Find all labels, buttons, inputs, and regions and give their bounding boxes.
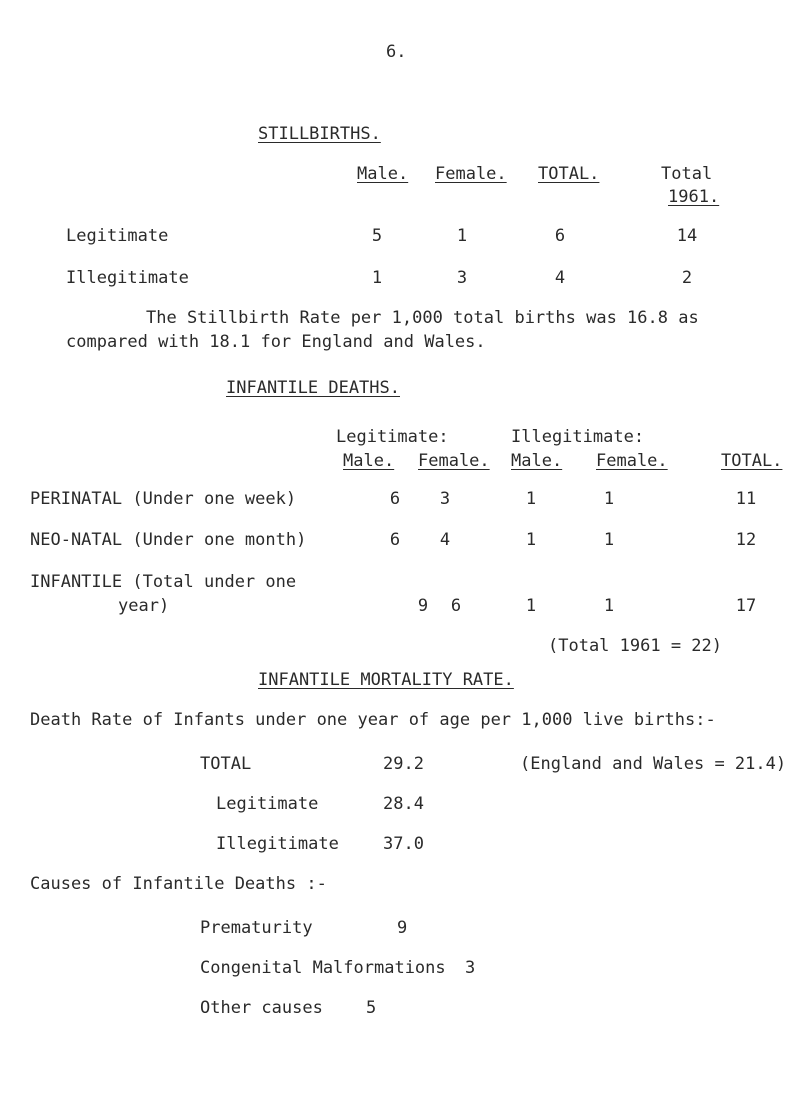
stillbirths-cell: 1	[371, 268, 383, 288]
deaths-cell: 17	[735, 596, 757, 616]
deaths-cell: 12	[735, 530, 757, 550]
stillbirths-cell: 3	[456, 268, 468, 288]
deaths-cell: 1	[525, 530, 537, 550]
stillbirths-col-male: Male.	[357, 164, 409, 184]
stillbirths-cell: 14	[676, 226, 698, 246]
causes-heading: Causes of Infantile Deaths :-	[30, 874, 327, 894]
deaths-col-legit-female: Female.	[418, 451, 490, 471]
cause-label: Congenital Malformations	[200, 958, 446, 978]
deaths-cell: 1	[525, 596, 537, 616]
deaths-cell: 6	[389, 530, 401, 550]
stillbirths-cell: 1	[456, 226, 468, 246]
total-1961-note: (Total 1961 = 22)	[548, 636, 722, 656]
deaths-cell: 4	[439, 530, 451, 550]
stillbirths-col-female: Female.	[435, 164, 507, 184]
deaths-cell: 1	[525, 489, 537, 509]
stillbirths-cell: 4	[554, 268, 566, 288]
stillbirths-cell: 2	[681, 268, 693, 288]
stillbirths-year-label: 1961.	[668, 187, 720, 207]
mortality-england-wales-note: (England and Wales = 21.4)	[520, 754, 787, 774]
stillbirths-cell: 5	[371, 226, 383, 246]
deaths-cell: 6	[450, 596, 462, 616]
stillbirth-rate-line2: compared with 18.1 for England and Wales.	[66, 332, 486, 352]
deaths-row-label: PERINATAL (Under one week)	[30, 489, 297, 509]
group-legitimate: Legitimate:	[336, 427, 449, 447]
mortality-intro: Death Rate of Infants under one year of age per 1,000 live births:-	[30, 710, 716, 730]
deaths-cell: 11	[735, 489, 757, 509]
deaths-cell: 3	[439, 489, 451, 509]
stillbirths-cell: 6	[554, 226, 566, 246]
deaths-cell: 1	[603, 489, 615, 509]
cause-label: Prematurity	[200, 918, 313, 938]
deaths-col-legit-male: Male.	[343, 451, 395, 471]
cause-value: 5	[366, 998, 377, 1018]
group-illegitimate: Illegitimate:	[511, 427, 645, 447]
stillbirths-row-label: Illegitimate	[66, 268, 189, 288]
deaths-row-label: NEO-NATAL (Under one month)	[30, 530, 307, 550]
deaths-cell: 1	[603, 596, 615, 616]
infantile-deaths-heading: INFANTILE DEATHS.	[226, 378, 400, 398]
deaths-cell: 6	[389, 489, 401, 509]
deaths-col-total: TOTAL.	[721, 451, 783, 471]
mortality-row-label: Illegitimate	[216, 834, 339, 854]
cause-value: 9	[397, 918, 408, 938]
deaths-row-label: INFANTILE (Total under one	[30, 572, 297, 592]
mortality-row-value: 28.4	[383, 794, 424, 814]
page-number: 6.	[386, 42, 407, 62]
deaths-cell: 1	[603, 530, 615, 550]
stillbirths-heading: STILLBIRTHS.	[258, 124, 381, 144]
mortality-row-value: 37.0	[383, 834, 424, 854]
mortality-row-value: 29.2	[383, 754, 424, 774]
deaths-col-illegit-male: Male.	[511, 451, 563, 471]
stillbirths-row-label: Legitimate	[66, 226, 169, 246]
mortality-row-label: Legitimate	[216, 794, 319, 814]
deaths-col-illegit-female: Female.	[596, 451, 668, 471]
mortality-heading: INFANTILE MORTALITY RATE.	[258, 670, 514, 690]
cause-label: Other causes	[200, 998, 323, 1018]
mortality-row-label: TOTAL	[200, 754, 252, 774]
deaths-cell: 9	[417, 596, 429, 616]
stillbirths-col-total: TOTAL.	[538, 164, 600, 184]
stillbirth-rate-line1: The Stillbirth Rate per 1,000 total births was 16.8 as	[146, 308, 699, 328]
cause-value: 3	[465, 958, 476, 978]
stillbirths-col-total-year: Total	[661, 164, 713, 184]
deaths-row-label-cont: year)	[118, 596, 170, 616]
